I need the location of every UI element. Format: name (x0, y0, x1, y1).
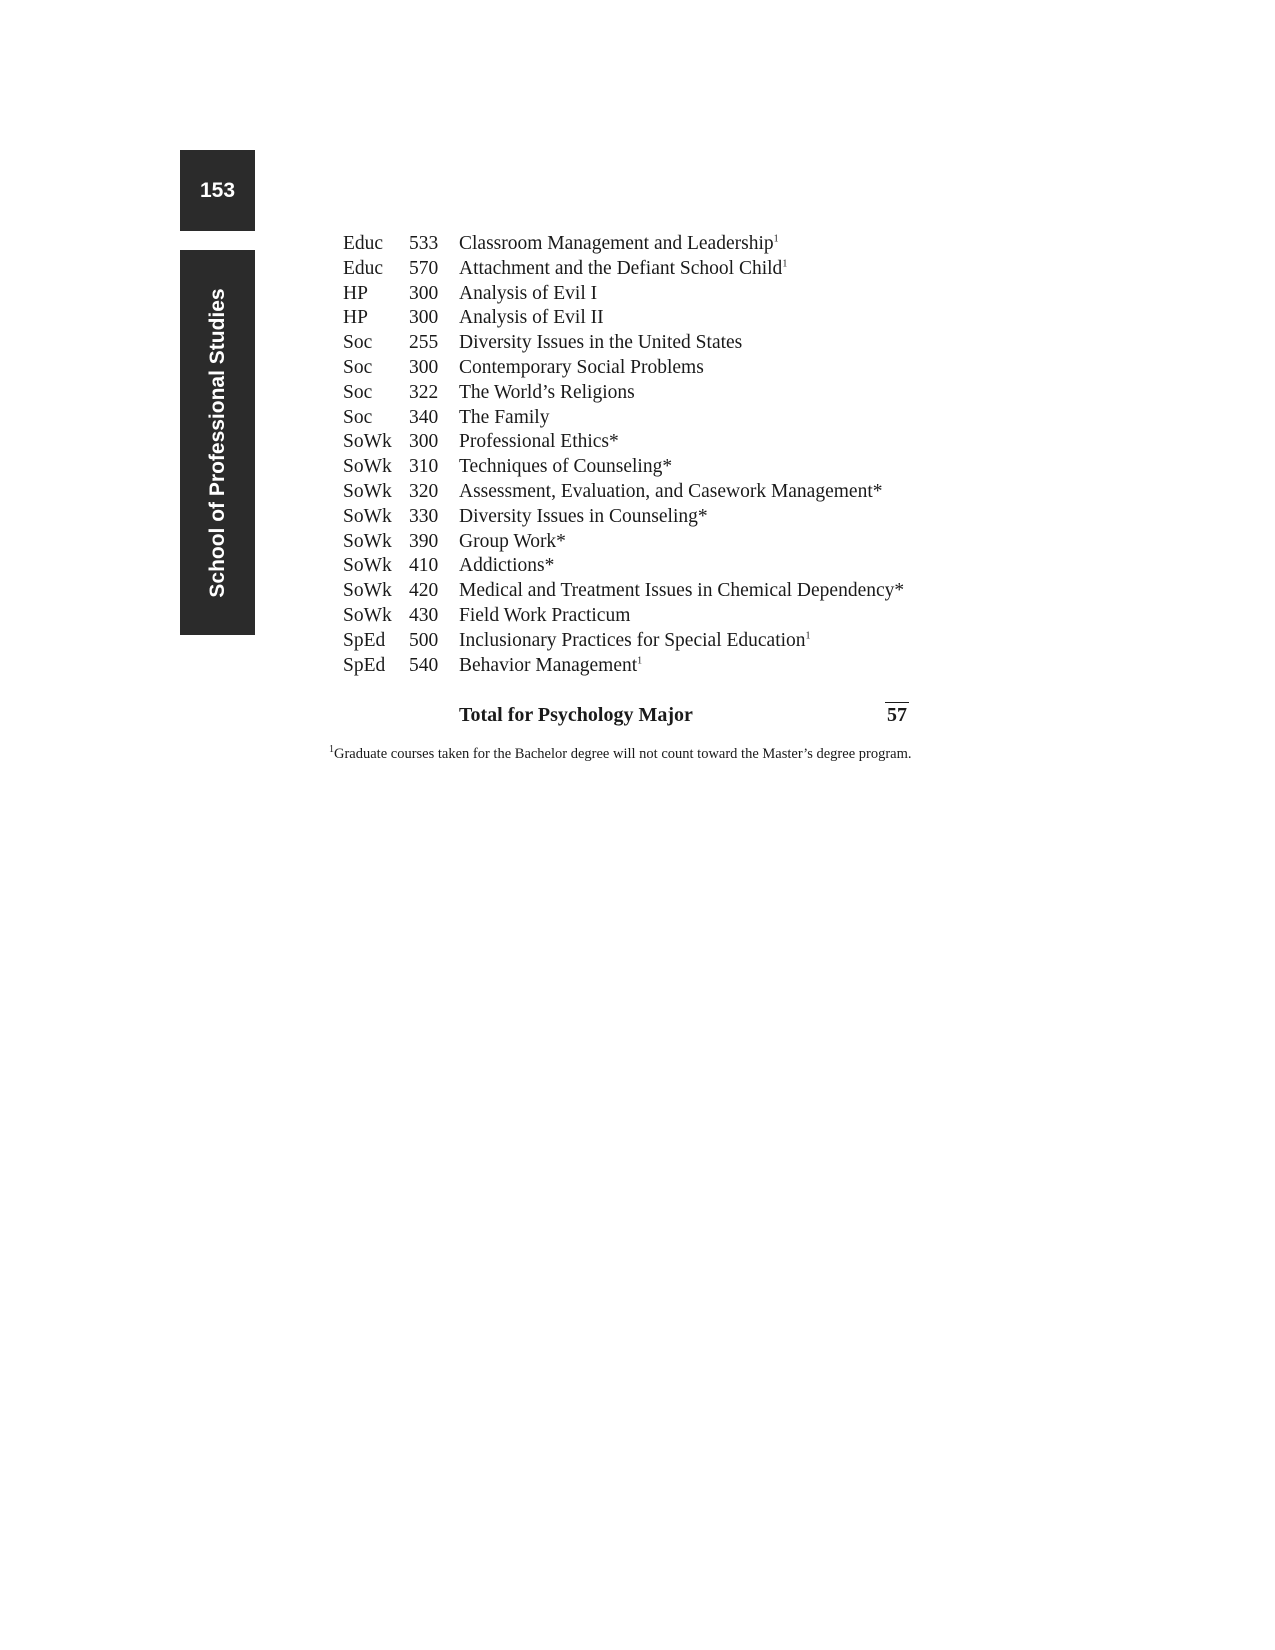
footnote-mark: 1 (329, 744, 334, 756)
course-title-cell (459, 356, 904, 381)
course-row (343, 381, 904, 406)
course-number: 300 (409, 282, 439, 304)
course-row (343, 480, 904, 505)
course-title-cell (459, 579, 904, 604)
course-title: Contemporary Social Problems (459, 356, 704, 378)
course-row (343, 430, 904, 455)
course-title: Professional Ethics* (459, 431, 619, 453)
course-row (343, 654, 904, 679)
course-row (343, 282, 904, 307)
course-number: 420 (409, 580, 439, 602)
footnote-text: Graduate courses taken for the Bachelor degree will not count toward the Master’s degree program. (334, 746, 912, 762)
course-title-cell (459, 406, 904, 431)
course-list (343, 232, 904, 678)
section-title: School of Professional Studies (205, 287, 229, 598)
course-row (343, 629, 904, 654)
course-dept: SoWk (343, 505, 392, 527)
course-number: 310 (409, 456, 439, 478)
course-number: 255 (409, 332, 439, 354)
course-title-cell (459, 654, 904, 679)
total-value: 57 (887, 704, 907, 726)
course-row (343, 406, 904, 431)
course-dept: SoWk (343, 580, 392, 602)
course-title: Medical and Treatment Issues in Chemical Dependency* (459, 580, 905, 602)
course-dept: HP (343, 307, 368, 329)
course-number: 570 (409, 257, 439, 279)
course-number: 300 (409, 431, 439, 453)
course-title: Assessment, Evaluation, and Casework Management* (459, 480, 883, 502)
course-title-cell (459, 530, 904, 555)
course-dept: Soc (343, 356, 373, 378)
course-dept: Soc (343, 332, 373, 354)
course-dept: Soc (343, 406, 373, 428)
course-number: 330 (409, 505, 439, 527)
course-title: Analysis of Evil II (459, 307, 604, 329)
course-number: 340 (409, 406, 439, 428)
course-title-cell (459, 505, 904, 530)
course-row (343, 257, 904, 282)
course-title: Behavior Management (459, 654, 638, 676)
section-tab (180, 250, 255, 635)
course-title: Analysis of Evil I (459, 282, 598, 304)
course-row (343, 530, 904, 555)
course-title: Diversity Issues in the United States (459, 332, 743, 354)
course-row (343, 455, 904, 480)
course-number: 300 (409, 356, 439, 378)
course-dept: SoWk (343, 555, 392, 577)
course-title-cell (459, 331, 904, 356)
course-row (343, 232, 904, 257)
footnote-ref: 1 (637, 655, 643, 667)
course-title-cell (459, 232, 904, 257)
footnote (329, 746, 912, 763)
course-dept: SpEd (343, 629, 386, 651)
course-number: 533 (409, 233, 439, 254)
course-title-cell (459, 455, 904, 480)
course-title-cell (459, 381, 904, 406)
course-title-cell (459, 554, 904, 579)
course-title-cell (459, 257, 904, 282)
course-title-cell (459, 629, 904, 654)
course-row (343, 554, 904, 579)
course-row (343, 356, 904, 381)
course-number: 540 (409, 654, 439, 676)
course-title-cell (459, 282, 904, 307)
course-title-cell (459, 604, 904, 629)
course-title: Attachment and the Defiant School Child (459, 257, 783, 279)
course-title: Diversity Issues in Counseling* (459, 505, 708, 527)
course-dept: SoWk (343, 431, 392, 453)
footnote-ref: 1 (805, 630, 811, 642)
course-dept: Educ (343, 233, 384, 254)
course-dept: SoWk (343, 530, 392, 552)
course-dept: SoWk (343, 480, 392, 502)
course-title: Addictions* (459, 555, 555, 577)
course-title: Classroom Management and Leadership (459, 233, 774, 254)
footnote-ref: 1 (782, 258, 788, 270)
page-number-tab (180, 150, 255, 231)
course-dept: SoWk (343, 456, 392, 478)
course-row (343, 306, 904, 331)
course-title: Inclusionary Practices for Special Education (459, 629, 806, 651)
course-title: The World’s Religions (459, 381, 635, 403)
course-title: Group Work* (459, 530, 566, 552)
course-number: 300 (409, 307, 439, 329)
course-title-cell (459, 306, 904, 331)
course-row (343, 604, 904, 629)
course-number: 320 (409, 480, 439, 502)
footnote-ref: 1 (773, 233, 779, 245)
course-title: The Family (459, 406, 550, 428)
course-dept: Soc (343, 381, 373, 403)
course-dept: Educ (343, 257, 384, 279)
course-number: 500 (409, 629, 439, 651)
course-number: 390 (409, 530, 439, 552)
course-dept: SpEd (343, 654, 386, 676)
course-row (343, 505, 904, 530)
course-number: 430 (409, 604, 439, 626)
course-number: 322 (409, 381, 439, 403)
course-title-cell (459, 480, 904, 505)
course-row (343, 579, 904, 604)
course-title: Field Work Practicum (459, 604, 631, 626)
page-number: 153 (199, 178, 236, 202)
course-number: 410 (409, 555, 439, 577)
course-dept: HP (343, 282, 368, 304)
course-dept: SoWk (343, 604, 392, 626)
course-title: Techniques of Counseling* (459, 456, 673, 478)
total-label: Total for Psychology Major (459, 704, 693, 726)
course-title-cell (459, 430, 904, 455)
course-row (343, 331, 904, 356)
